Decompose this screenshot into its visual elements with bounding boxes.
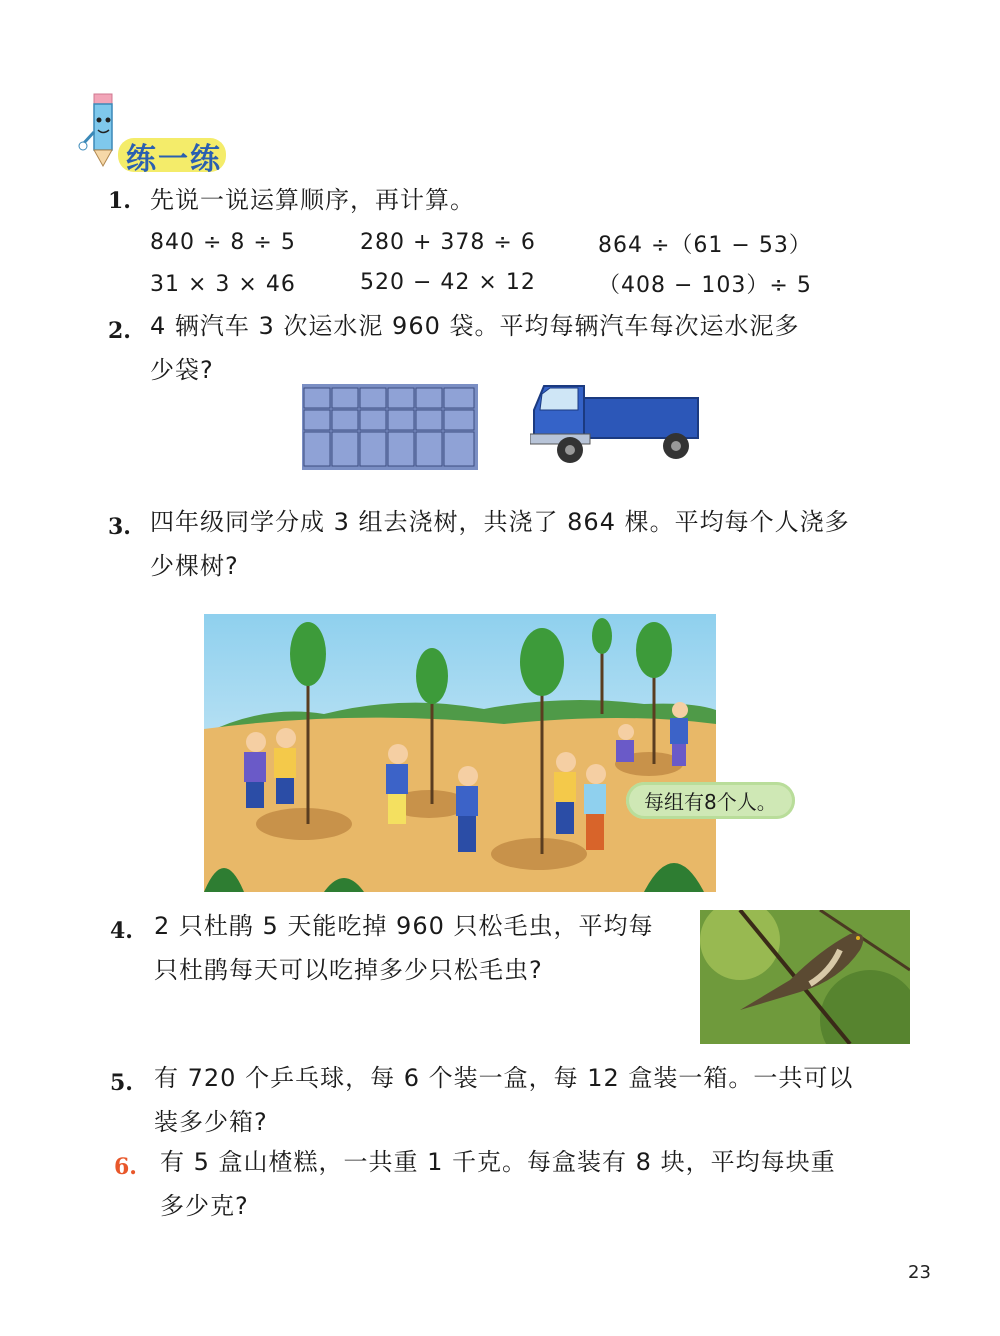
q5-line1: 有 720 个乒乓球，每 6 个装一盒，每 12 盒装一箱。一共可以 bbox=[154, 1064, 854, 1092]
q6-line2: 多少克? bbox=[160, 1192, 249, 1220]
q2-line1: 4 辆汽车 3 次运水泥 960 袋。平均每辆汽车每次运水泥多 bbox=[150, 312, 800, 340]
tree-watering-illustration bbox=[204, 614, 716, 892]
q1-expr-2: 280 + 378 ÷ 6 bbox=[360, 230, 536, 255]
q3-line2: 少棵树? bbox=[150, 552, 239, 580]
q2-line2: 少袋? bbox=[150, 356, 214, 384]
cuckoo-bird-photo bbox=[700, 910, 910, 1044]
q1-expr-3: 864 ÷（61 − 53） bbox=[598, 233, 812, 258]
q4-number: 4. bbox=[110, 918, 133, 944]
cement-bags-illustration bbox=[302, 384, 478, 470]
q1-expr-4: 31 × 3 × 46 bbox=[150, 272, 296, 297]
q6-line1: 有 5 盒山楂糕，一共重 1 千克。每盒装有 8 块，平均每块重 bbox=[160, 1148, 836, 1176]
q3-number: 3. bbox=[108, 514, 131, 540]
q6-number: 6. bbox=[114, 1154, 137, 1180]
page-number: 23 bbox=[908, 1262, 931, 1283]
q5-number: 5. bbox=[110, 1070, 133, 1096]
q3-line1: 四年级同学分成 3 组去浇树，共浇了 864 棵。平均每个人浇多 bbox=[150, 508, 850, 536]
q2-number: 2. bbox=[108, 318, 131, 344]
page-title: 练一练 bbox=[126, 142, 222, 177]
speech-bubble: 每组有8个人。 bbox=[626, 782, 795, 819]
q1-expr-1: 840 ÷ 8 ÷ 5 bbox=[150, 230, 296, 255]
q5-line2: 装多少箱? bbox=[154, 1108, 268, 1136]
q1-expr-6: （408 − 103）÷ 5 bbox=[598, 273, 812, 298]
truck-icon bbox=[530, 380, 702, 466]
q1-text: 先说一说运算顺序，再计算。 bbox=[150, 186, 475, 214]
q4-line2: 只杜鹃每天可以吃掉多少只松毛虫? bbox=[154, 956, 543, 984]
q4-line1: 2 只杜鹃 5 天能吃掉 960 只松毛虫，平均每 bbox=[154, 912, 654, 940]
q1-expr-5: 520 − 42 × 12 bbox=[360, 270, 536, 295]
q1-number: 1. bbox=[108, 188, 131, 214]
